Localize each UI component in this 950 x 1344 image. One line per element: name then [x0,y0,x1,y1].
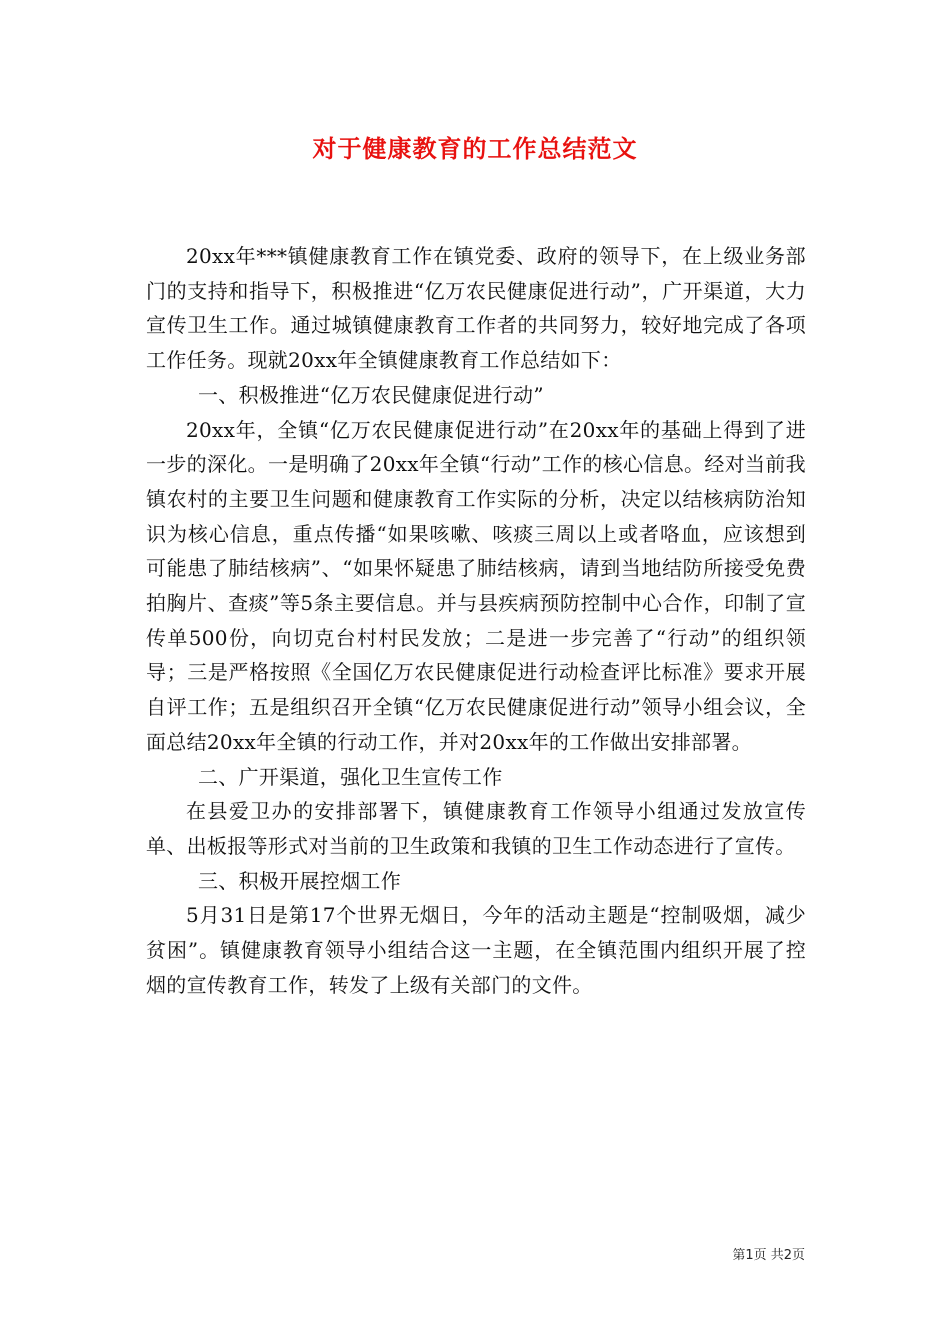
document-title: 对于健康教育的工作总结范文 [312,134,638,163]
document-body [146,239,806,1002]
paragraph-intro: 20xx年***镇健康教育工作在镇党委、政府的领导下，在上级业务部门的支持和指导下，积极推进“亿万农民健康促进行动”，广开渠道，大力宣传卫生工作。通过城镇健康教育工作者的共同努力，较好地完成了各项工作任务。现就20xx年全镇健康教育工作总结如下： [146,244,806,373]
paragraph-section-2: 在县爱卫办的安排部署下，镇健康教育工作领导小组通过发放宣传单、出板报等形式对当前的卫生政策和我镇的卫生工作动态进行了宣传。 [146,799,806,858]
section-heading-2: 二、广开渠道，强化卫生宣传工作 [198,764,503,789]
section-heading-1: 一、积极推进“亿万农民健康促进行动” [198,382,544,407]
paragraph-section-3: 5月31日是第17个世界无烟日，今年的活动主题是“控制吸烟，减少贫困”。镇健康教育领导小组结合这一主题，在全镇范围内组织开展了控烟的宣传教育工作，转发了上级有关部门的文件。 [146,903,806,997]
section-heading-3: 三、积极开展控烟工作 [198,868,401,893]
paragraph-section-1: 20xx年，全镇“亿万农民健康促进行动”在20xx年的基础上得到了进一步的深化。一是明确了20xx年全镇“行动”工作的核心信息。经对当前我镇农村的主要卫生问题和健康教育工作实际的分析，决定以结核病防治知识为核心信息，重点传播“如果咳嗽、咳痰三周以上或者咯血，应该想到可能患了肺结核病”、“如果怀疑患了肺结核病，请到当地结防所接受免费拍胸片、查痰”等5条主要信息。并与县疾病预防控制中心合作，印制了宣传单500份，向切克台村村民发放；二是进一步完善了“行动”的组织领导；三是严格按照《全国亿万农民健康促进行动检查评比标准》要求开展自评工作；五是组织召开全镇“亿万农民健康促进行动”领导小组会议，全面总结20xx年全镇的行动工作，并对20xx年的工作做出安排部署。 [146,417,806,754]
page-number: 第1页 共2页 [732,1248,805,1263]
